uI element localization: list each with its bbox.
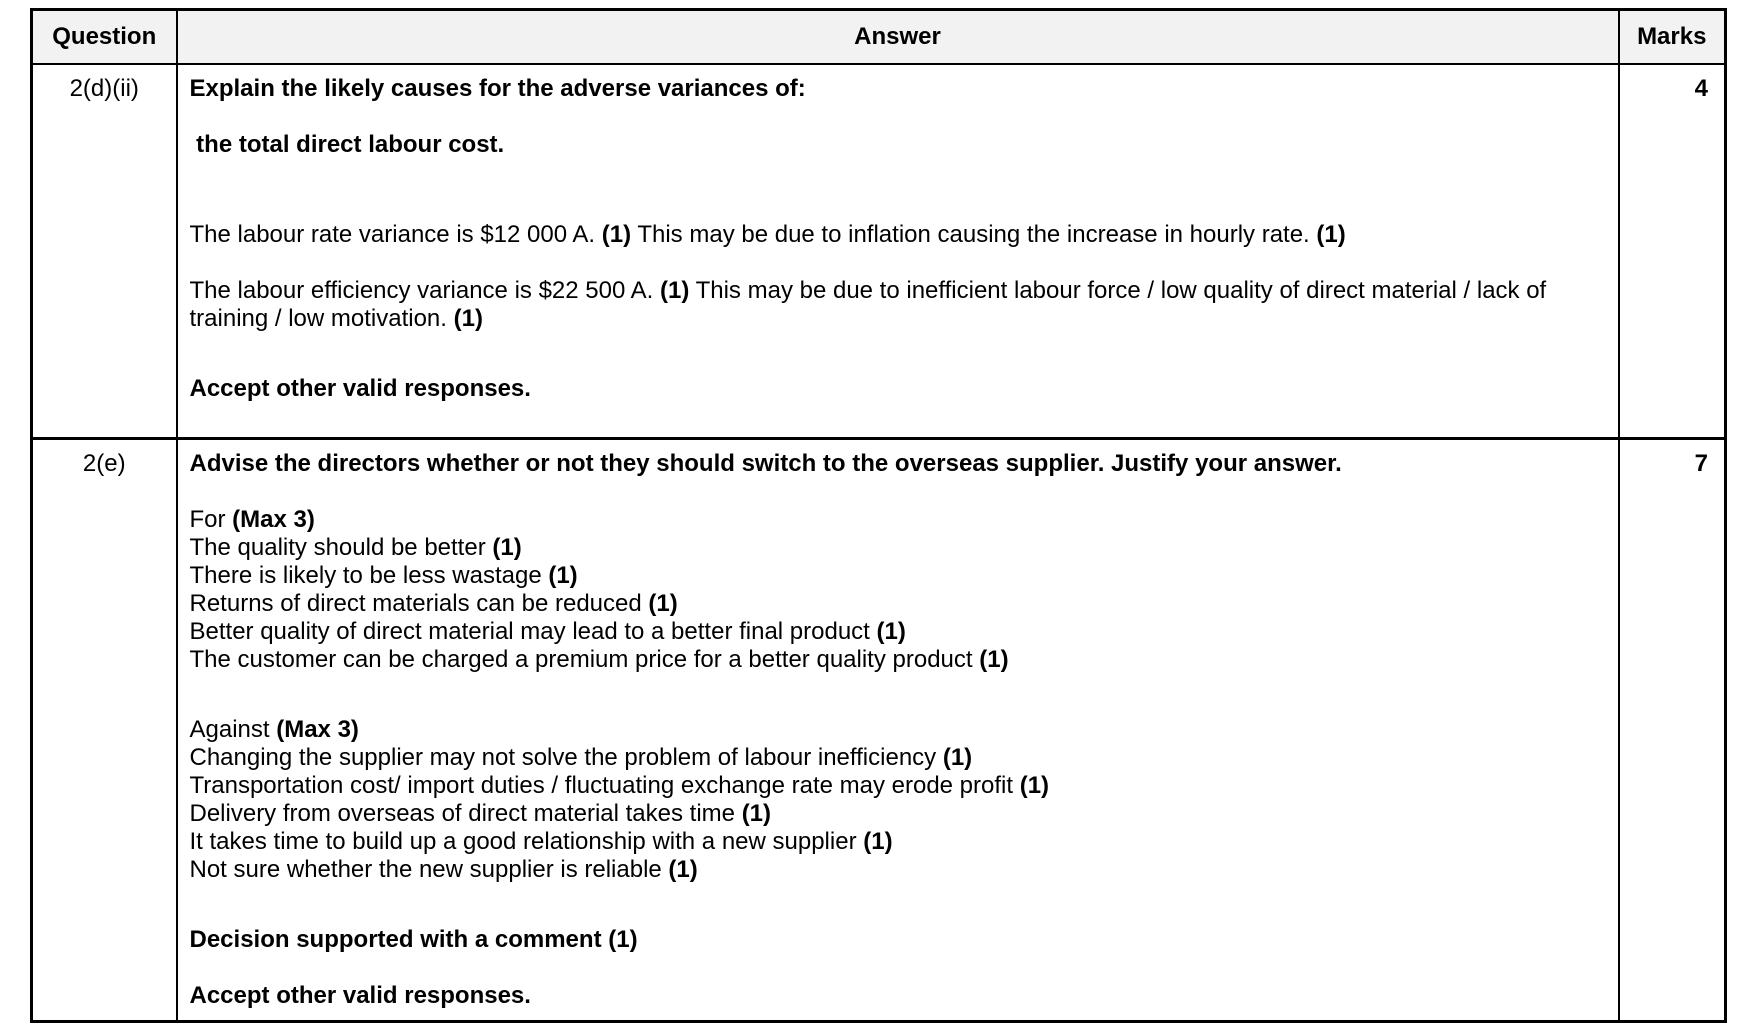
answer-line	[190, 716, 1608, 744]
mark-scheme-table	[30, 8, 1727, 1023]
answer-line	[190, 534, 1608, 562]
answer-line	[190, 450, 1608, 478]
answer-line	[190, 800, 1608, 828]
answer-block	[190, 716, 1608, 884]
answer-text: It takes time to build up a good relationship with a new supplier	[189, 828, 864, 855]
answer-text: Changing the supplier may not solve the problem of labour inefficiency	[189, 744, 943, 771]
answer-content	[190, 450, 1608, 1010]
answer-block	[190, 75, 1608, 103]
mark-point: (Max 3)	[232, 506, 315, 533]
mark-point: (1)	[453, 305, 483, 332]
answer-line	[190, 375, 1608, 403]
table-row	[32, 64, 1726, 439]
marks-value: 7	[1619, 439, 1726, 1022]
mark-point: (1)	[979, 646, 1009, 673]
mark-point: (1)	[1019, 772, 1050, 799]
marks-column-header: Marks	[1619, 10, 1726, 65]
question-number: 2(d)(ii)	[32, 64, 177, 439]
answer-block	[190, 506, 1608, 674]
mark-point: (1)	[1316, 221, 1346, 248]
question-column-header: Question	[32, 10, 177, 65]
answer-cell	[177, 64, 1619, 439]
table-header	[32, 10, 1726, 65]
answer-line	[190, 75, 1608, 103]
answer-text: The labour rate variance is $12 000 A.	[189, 221, 602, 248]
answer-text: The customer can be charged a premium price for a better quality product	[189, 646, 980, 673]
mark-point: (1)	[548, 562, 578, 589]
mark-point: (1)	[863, 828, 893, 855]
mark-point: Explain the likely causes for the adverse variances of:	[189, 75, 806, 102]
marks-value: 4	[1619, 64, 1726, 439]
answer-line	[190, 221, 1608, 249]
answer-line	[190, 131, 1608, 159]
answer-text: This may be due to inefficient labour force / low quality of direct material / lack of training / low motivation.	[189, 277, 1553, 332]
answer-text: Delivery from overseas of direct material takes time	[189, 800, 742, 827]
answer-text: Transportation cost/ import duties / fluctuating exchange rate may erode profit	[189, 772, 1020, 799]
answer-line	[190, 856, 1608, 884]
answer-line	[190, 828, 1608, 856]
question-number: 2(e)	[32, 439, 177, 1022]
answer-block	[190, 221, 1608, 249]
mark-point: (Max 3)	[276, 716, 359, 743]
answer-line	[190, 926, 1608, 954]
answer-text: Better quality of direct material may lead to a better final product	[189, 618, 877, 645]
mark-point: (1)	[601, 221, 632, 248]
mark-point: the total direct labour cost.	[189, 131, 505, 158]
answer-block	[190, 926, 1608, 954]
mark-point: (1)	[741, 800, 772, 827]
answer-line	[190, 772, 1608, 800]
answer-block	[190, 450, 1608, 478]
answer-text: Not sure whether the new supplier is reliable	[189, 856, 669, 883]
answer-text: Returns of direct materials can be reduced	[189, 590, 649, 617]
answer-block	[190, 982, 1608, 1010]
answer-cell	[177, 439, 1619, 1022]
answer-text: There is likely to be less wastage	[189, 562, 549, 589]
mark-point: Decision supported with a comment (1)	[189, 926, 638, 953]
mark-point: Accept other valid responses.	[189, 982, 531, 1009]
mark-point: (1)	[660, 277, 690, 304]
answer-block	[190, 277, 1608, 333]
mark-point: (1)	[942, 744, 973, 771]
answer-block	[190, 375, 1608, 403]
mark-point: (1)	[668, 856, 698, 883]
answer-line	[190, 277, 1608, 333]
mark-point: Accept other valid responses.	[189, 375, 531, 402]
table-row	[32, 439, 1726, 1022]
answer-line	[190, 590, 1608, 618]
answer-content	[190, 75, 1608, 403]
header-row	[32, 10, 1726, 65]
answer-block	[190, 131, 1608, 159]
answer-line	[190, 618, 1608, 646]
answer-text: The quality should be better	[189, 534, 493, 561]
answer-line	[190, 982, 1608, 1010]
answer-line	[190, 744, 1608, 772]
mark-point: (1)	[876, 618, 906, 645]
answer-line	[190, 562, 1608, 590]
answer-text: This may be due to inflation causing the increase in hourly rate.	[631, 221, 1317, 248]
mark-point: (1)	[648, 590, 678, 617]
answer-line	[190, 646, 1608, 674]
mark-point: Advise the directors whether or not they should switch to the overseas supplier. Justify your answer.	[189, 450, 1342, 477]
answer-text: Against	[189, 716, 277, 743]
mark-point: (1)	[492, 534, 522, 561]
answer-text: The labour efficiency variance is $22 500 A.	[189, 277, 661, 304]
answer-text: For	[189, 506, 233, 533]
answer-line	[190, 506, 1608, 534]
answer-column-header: Answer	[177, 10, 1619, 65]
